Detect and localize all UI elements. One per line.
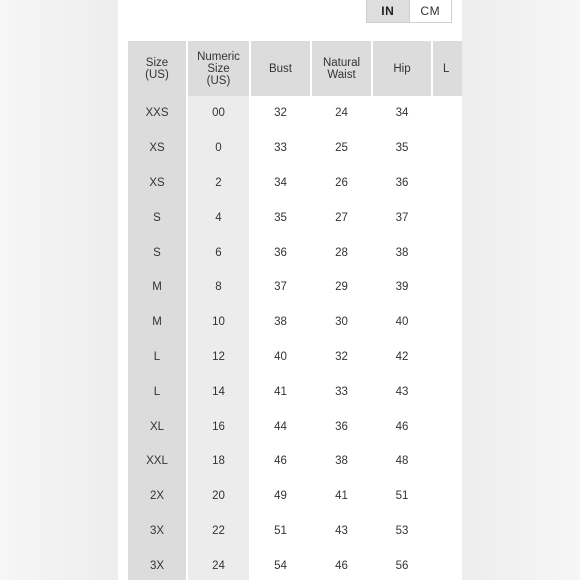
cell-bust: 38 [251, 305, 312, 340]
table-row [128, 514, 462, 549]
cell-bust: 54 [251, 548, 312, 580]
cell-truncated [433, 374, 462, 409]
table-row [128, 409, 462, 444]
cell-size-us: XS [128, 166, 188, 201]
table-row [128, 166, 462, 201]
cell-bust: 49 [251, 479, 312, 514]
cell-truncated [433, 305, 462, 340]
cell-numeric-size: 4 [188, 200, 251, 235]
table-row [128, 479, 462, 514]
cell-hip: 38 [373, 235, 433, 270]
table-row [128, 235, 462, 270]
cell-hip: 46 [373, 409, 433, 444]
cell-bust: 40 [251, 340, 312, 375]
unit-toggle [366, 0, 452, 23]
cell-truncated [433, 166, 462, 201]
cell-size-us: S [128, 235, 188, 270]
cell-hip: 34 [373, 96, 433, 131]
cell-natural-waist: 28 [312, 235, 373, 270]
cell-size-us: L [128, 340, 188, 375]
cell-bust: 41 [251, 374, 312, 409]
cell-numeric-size: 22 [188, 514, 251, 549]
table-row [128, 374, 462, 409]
cell-truncated [433, 479, 462, 514]
cell-truncated [433, 235, 462, 270]
cell-numeric-size: 12 [188, 340, 251, 375]
table-row [128, 444, 462, 479]
cell-hip: 40 [373, 305, 433, 340]
cell-natural-waist: 25 [312, 131, 373, 166]
cell-hip: 43 [373, 374, 433, 409]
cell-truncated [433, 548, 462, 580]
cell-natural-waist: 27 [312, 200, 373, 235]
header-bust: Bust [251, 41, 312, 96]
unit-in-button[interactable]: IN [367, 0, 409, 22]
cell-truncated [433, 131, 462, 166]
cell-hip: 56 [373, 548, 433, 580]
cell-bust: 37 [251, 270, 312, 305]
cell-size-us: XL [128, 409, 188, 444]
background-right [462, 0, 580, 580]
cell-size-us: M [128, 270, 188, 305]
cell-numeric-size: 00 [188, 96, 251, 131]
cell-bust: 33 [251, 131, 312, 166]
cell-natural-waist: 32 [312, 340, 373, 375]
header-hip: Hip [373, 41, 433, 96]
table-body [128, 96, 462, 580]
cell-hip: 48 [373, 444, 433, 479]
cell-natural-waist: 38 [312, 444, 373, 479]
cell-numeric-size: 8 [188, 270, 251, 305]
cell-natural-waist: 30 [312, 305, 373, 340]
cell-numeric-size: 0 [188, 131, 251, 166]
cell-size-us: XS [128, 131, 188, 166]
table-row [128, 270, 462, 305]
cell-numeric-size: 10 [188, 305, 251, 340]
table-row [128, 200, 462, 235]
cell-natural-waist: 24 [312, 96, 373, 131]
header-size-us: Size (US) [128, 41, 188, 96]
cell-hip: 51 [373, 479, 433, 514]
table-header-row [128, 41, 462, 96]
table-row [128, 548, 462, 580]
cell-bust: 34 [251, 166, 312, 201]
table-row [128, 131, 462, 166]
cell-truncated [433, 96, 462, 131]
cell-size-us: 3X [128, 548, 188, 580]
size-chart-table [128, 41, 462, 580]
cell-size-us: XXL [128, 444, 188, 479]
cell-truncated [433, 409, 462, 444]
cell-bust: 32 [251, 96, 312, 131]
cell-natural-waist: 41 [312, 479, 373, 514]
cell-size-us: XXS [128, 96, 188, 131]
size-chart-panel [118, 0, 462, 580]
table-row [128, 305, 462, 340]
header-numeric-size: Numeric Size (US) [188, 41, 251, 96]
cell-hip: 36 [373, 166, 433, 201]
cell-hip: 39 [373, 270, 433, 305]
cell-hip: 42 [373, 340, 433, 375]
cell-bust: 36 [251, 235, 312, 270]
cell-bust: 46 [251, 444, 312, 479]
table-row [128, 340, 462, 375]
cell-truncated [433, 200, 462, 235]
cell-numeric-size: 20 [188, 479, 251, 514]
background-left [0, 0, 118, 580]
cell-numeric-size: 6 [188, 235, 251, 270]
cell-natural-waist: 46 [312, 548, 373, 580]
cell-hip: 53 [373, 514, 433, 549]
cell-numeric-size: 24 [188, 548, 251, 580]
cell-numeric-size: 14 [188, 374, 251, 409]
cell-hip: 35 [373, 131, 433, 166]
cell-hip: 37 [373, 200, 433, 235]
cell-natural-waist: 26 [312, 166, 373, 201]
header-natural-waist: Natural Waist [312, 41, 373, 96]
cell-bust: 44 [251, 409, 312, 444]
cell-natural-waist: 29 [312, 270, 373, 305]
cell-numeric-size: 18 [188, 444, 251, 479]
cell-natural-waist: 36 [312, 409, 373, 444]
cell-natural-waist: 43 [312, 514, 373, 549]
cell-numeric-size: 2 [188, 166, 251, 201]
unit-cm-button[interactable]: CM [409, 0, 452, 22]
cell-truncated [433, 444, 462, 479]
cell-size-us: 3X [128, 514, 188, 549]
cell-bust: 35 [251, 200, 312, 235]
cell-size-us: L [128, 374, 188, 409]
cell-size-us: 2X [128, 479, 188, 514]
cell-bust: 51 [251, 514, 312, 549]
cell-truncated [433, 514, 462, 549]
cell-truncated [433, 340, 462, 375]
cell-size-us: S [128, 200, 188, 235]
table-row [128, 96, 462, 131]
cell-truncated [433, 270, 462, 305]
cell-numeric-size: 16 [188, 409, 251, 444]
cell-natural-waist: 33 [312, 374, 373, 409]
header-truncated: L [433, 41, 462, 96]
cell-size-us: M [128, 305, 188, 340]
